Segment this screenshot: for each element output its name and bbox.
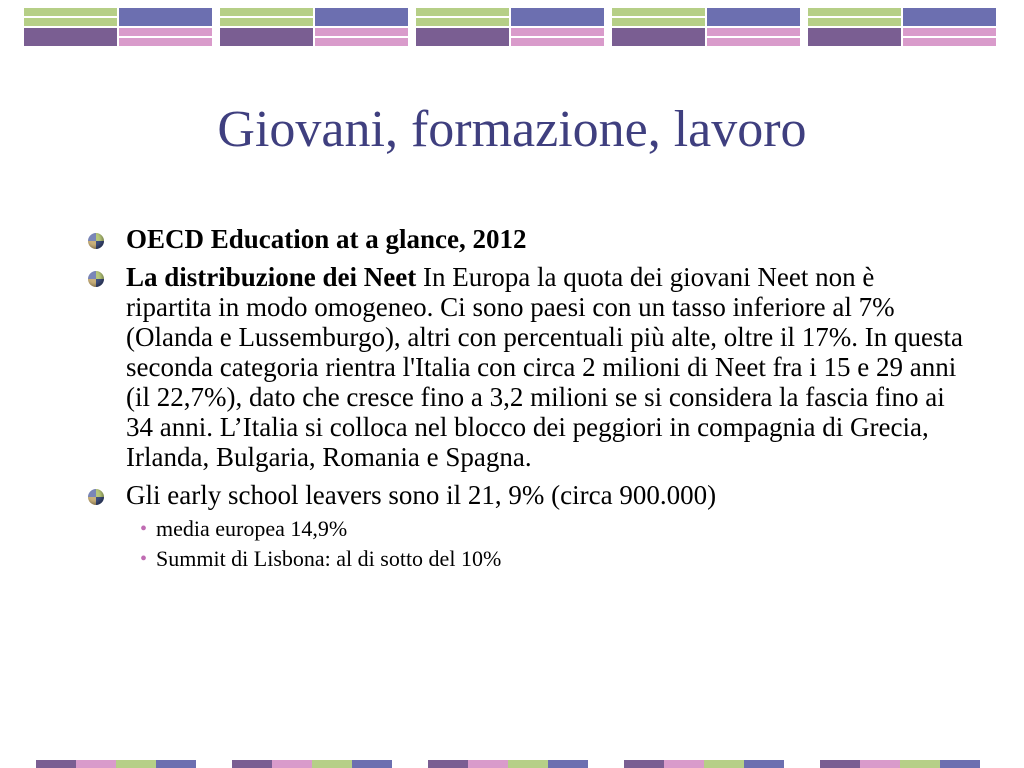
- decor-segment: [624, 760, 664, 768]
- bottom-decoration: [0, 760, 1024, 768]
- sub-bullet-item: [126, 514, 966, 544]
- sub-bullet-text: Summit di Lisbona: al di sotto del 10%: [156, 546, 502, 571]
- dot-bullet-icon: •: [140, 548, 148, 570]
- decor-segment: [664, 760, 704, 768]
- decor-segment: [900, 760, 940, 768]
- bullet-item: [86, 224, 966, 254]
- decor-segment: [352, 760, 392, 768]
- decor-segment: [468, 760, 508, 768]
- decor-block: [612, 8, 800, 46]
- bullet-list: [86, 224, 966, 574]
- bullet-text: In Europa la quota dei giovani Neet non è ripartita in modo omogeneo. Ci sono paesi con un tasso inferiore al 7% (Olanda e Lussemburgo), altri con percentuali più alte, oltre il 17%. In questa seconda categoria rientra l'Italia con circa 2 milioni di Neet fra i 15 e 29 anni (il 22,7%), dato che cresce fino a 3,2 milioni se si considera la fascia fino ai 34 anni. L’Italia si colloca nel blocco dei peggiori in compagnia di Grecia, Irlanda, Bulgaria, Romania e Spagna.: [126, 262, 963, 472]
- decor-segment: [744, 760, 784, 768]
- decor-segment: [116, 760, 156, 768]
- sphere-bullet-icon: [88, 489, 104, 505]
- decor-segment: [156, 760, 196, 768]
- top-decoration: [0, 8, 1024, 48]
- decor-segment: [508, 760, 548, 768]
- sphere-bullet-icon: [88, 233, 104, 249]
- decor-segment: [820, 760, 860, 768]
- sub-bullet-text: media europea 14,9%: [156, 516, 348, 541]
- decor-segment: [312, 760, 352, 768]
- decor-segment: [860, 760, 900, 768]
- decor-segment: [232, 760, 272, 768]
- decor-segment: [272, 760, 312, 768]
- decor-block: [416, 8, 604, 46]
- bullet-item: [86, 480, 966, 574]
- bullet-bold-text: OECD Education at a glance, 2012: [126, 224, 527, 254]
- bullet-text: Gli early school leavers sono il 21, 9% (circa 900.000): [126, 480, 717, 510]
- decor-segment: [940, 760, 980, 768]
- slide-body: [86, 224, 966, 582]
- decor-segment: [428, 760, 468, 768]
- decor-segment: [36, 760, 76, 768]
- decor-block: [808, 8, 996, 46]
- decor-segment: [76, 760, 116, 768]
- decor-segment: [548, 760, 588, 768]
- sub-bullet-item: [126, 544, 966, 574]
- slide-title: Giovani, formazione, lavoro: [217, 101, 807, 158]
- bullet-item: [86, 262, 966, 472]
- bullet-bold-text: La distribuzione dei Neet: [126, 262, 417, 292]
- dot-bullet-icon: •: [140, 518, 148, 540]
- decor-block: [24, 8, 212, 46]
- sphere-bullet-icon: [88, 271, 104, 287]
- sub-bullet-list: [126, 514, 966, 574]
- decor-segment: [704, 760, 744, 768]
- decor-block: [220, 8, 408, 46]
